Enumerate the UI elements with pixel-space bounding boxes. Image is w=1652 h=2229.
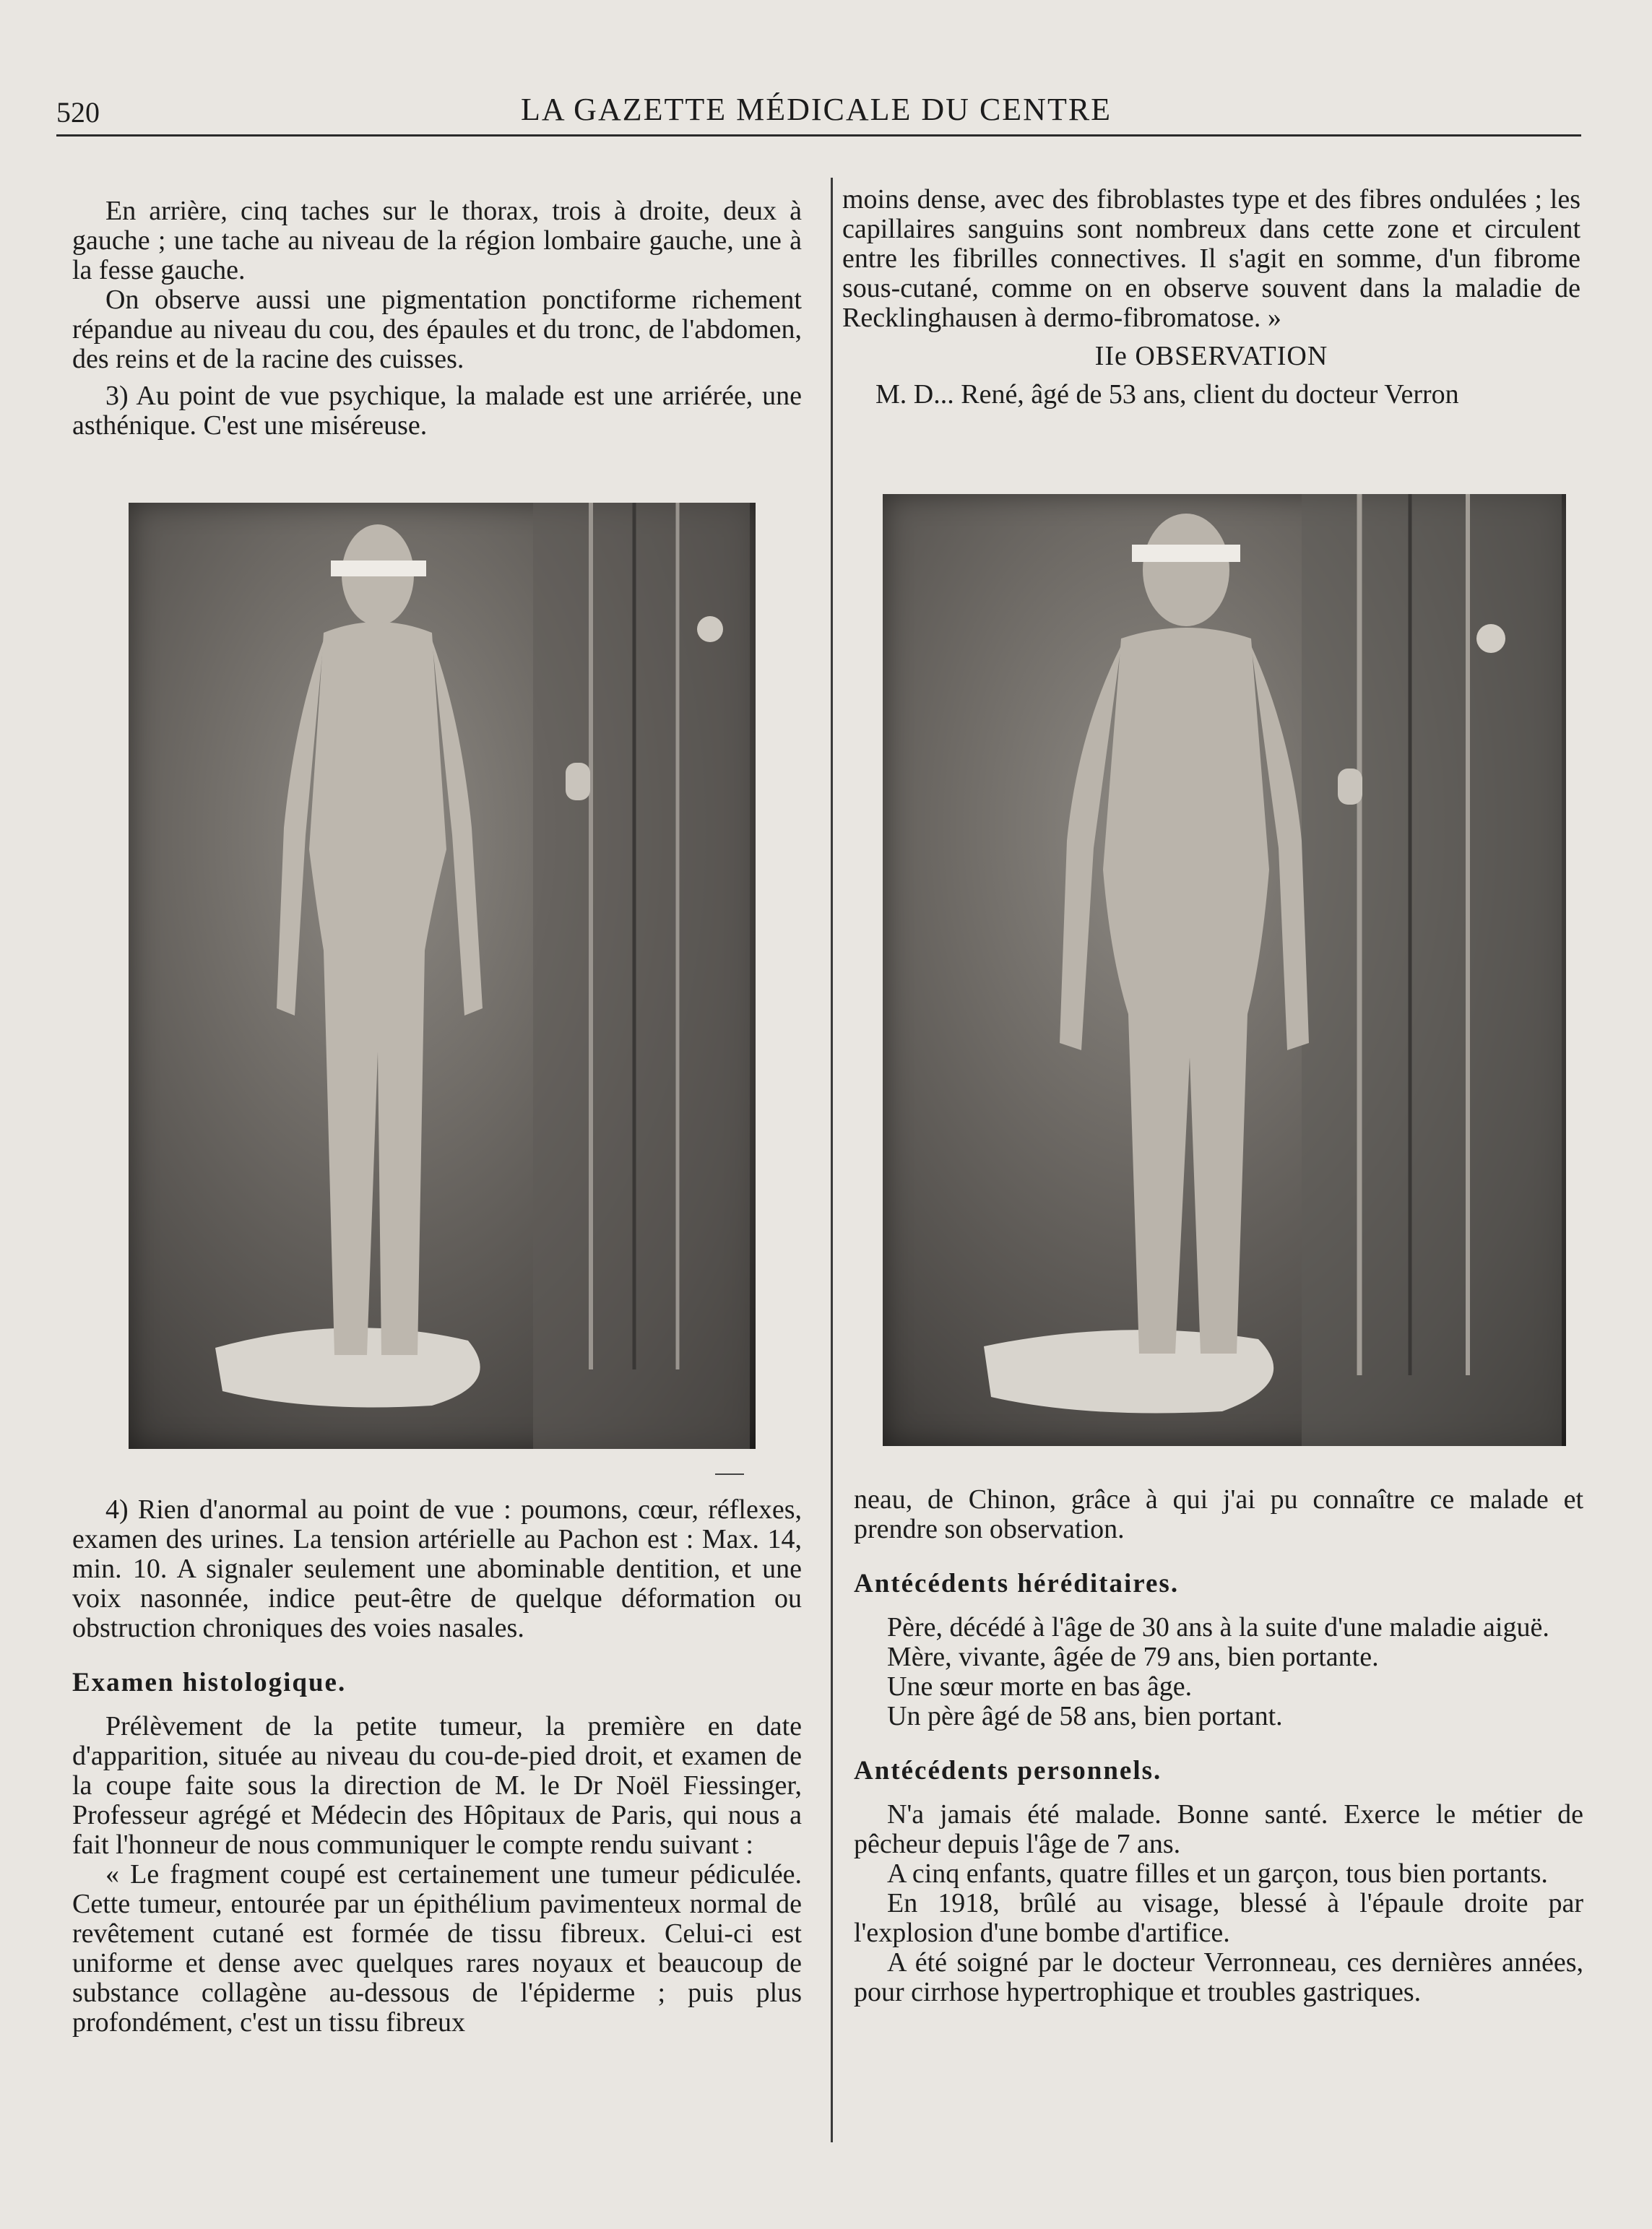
- standing-figure-back-icon: [883, 494, 1566, 1446]
- running-title: LA GAZETTE MÉDICALE DU CENTRE: [520, 92, 1112, 127]
- observation-heading: IIe OBSERVATION: [1094, 341, 1328, 371]
- left-column-top: [72, 196, 802, 441]
- observation-intro: M. D... René, âgé de 53 ans, client du docteur Verron: [875, 379, 1459, 410]
- personal-line: A été soigné par le docteur Verronneau, ces dernières années, pour cirrhose hypertrophique et troubles gastriques.: [854, 1947, 1583, 2007]
- header-rule: [56, 134, 1581, 137]
- ornament-dash: [715, 1473, 744, 1479]
- paragraph: On observe aussi une pigmentation ponctiforme richement répandue au niveau du cou, des épaules et du tronc, de l'abdomen, des reins et de la racine des cuisses.: [72, 285, 802, 374]
- hereditary-line: Père, décédé à l'âge de 30 ans à la suite d'une maladie aiguë.: [887, 1612, 1549, 1642]
- heading-hereditary: Antécédents héréditaires.: [854, 1569, 1180, 1598]
- quote-paragraph: « Le fragment coupé est certainement une tumeur pédiculée. Cette tumeur, entourée par un épithélium pavimenteux normal de revêtement cutané est formée de tissu fibreux. Celui-ci est uniforme et dense avec quelques rares noyaux et beaucoup de substance collagène au-dessous de l'épiderme ; puis plus profondément, c'est un tissu fibreux: [72, 1859, 802, 2038]
- right-column-top: [842, 185, 1580, 410]
- column-rule: [831, 178, 833, 2142]
- heading-histology: Examen histologique.: [72, 1668, 347, 1697]
- paragraph: En arrière, cinq taches sur le thorax, trois à droite, deux à gauche ; une tache au niveau de la région lombaire gauche, une à la fesse gauche.: [72, 196, 802, 285]
- right-column-bottom: [854, 1485, 1583, 2007]
- personal-line: N'a jamais été malade. Bonne santé. Exerce le métier de pêcheur depuis l'âge de 7 ans.: [854, 1799, 1583, 1859]
- heading-personal: Antécédents personnels.: [854, 1756, 1162, 1786]
- personal-line: En 1918, brûlé au visage, blessé à l'épaule droite par l'explosion d'une bombe d'artifice.: [854, 1888, 1583, 1948]
- paragraph: neau, de Chinon, grâce à qui j'ai pu connaître ce malade et prendre son observation.: [854, 1484, 1583, 1544]
- personal-line: A cinq enfants, quatre filles et un garçon, tous bien portants.: [887, 1858, 1548, 1889]
- paragraph: 3) Au point de vue psychique, la malade est une arriérée, une asthénique. C'est une miséreuse.: [72, 381, 802, 441]
- paragraph: 4) Rien d'anormal au point de vue : poumons, cœur, réflexes, examen des urines. La tension artérielle au Pachon est : Max. 14, min. 10. A signaler seulement une abominable dentition, et une voix nasonnée, indice peut-être de quelque déformation ou obstruction chroniques des voies nasales.: [72, 1494, 802, 1643]
- figure-back-photo: [883, 494, 1566, 1446]
- standing-figure-front-icon: [129, 503, 756, 1449]
- paragraph: Prélèvement de la petite tumeur, la première en date d'apparition, située au niveau du cou-de-pied droit, et examen de la coupe faite sous la direction de M. le Dr Noël Fiessinger, Professeur agrégé et Médecin des Hôpitaux de Paris, qui nous a fait l'honneur de nous communiquer le compte rendu suivant :: [72, 1711, 802, 1860]
- paragraph: moins dense, avec des fibroblastes type et des fibres ondulées ; les capillaires sanguins sont nombreux dans cette zone et circulent entre les fibrilles connectives. Il s'agit en somme, d'un fibrome sous-cutané, comme on en observe souvent dans la maladie de Recklinghausen à dermo-fibromatose. »: [842, 184, 1580, 333]
- hereditary-line: Un père âgé de 58 ans, bien portant.: [887, 1701, 1283, 1731]
- hereditary-line: Mère, vivante, âgée de 79 ans, bien portante.: [887, 1642, 1379, 1672]
- page-number: 520: [56, 96, 100, 129]
- left-column-bottom: [72, 1495, 802, 2038]
- figure-front-photo: [129, 503, 756, 1449]
- hereditary-line: Une sœur morte en bas âge.: [887, 1671, 1193, 1702]
